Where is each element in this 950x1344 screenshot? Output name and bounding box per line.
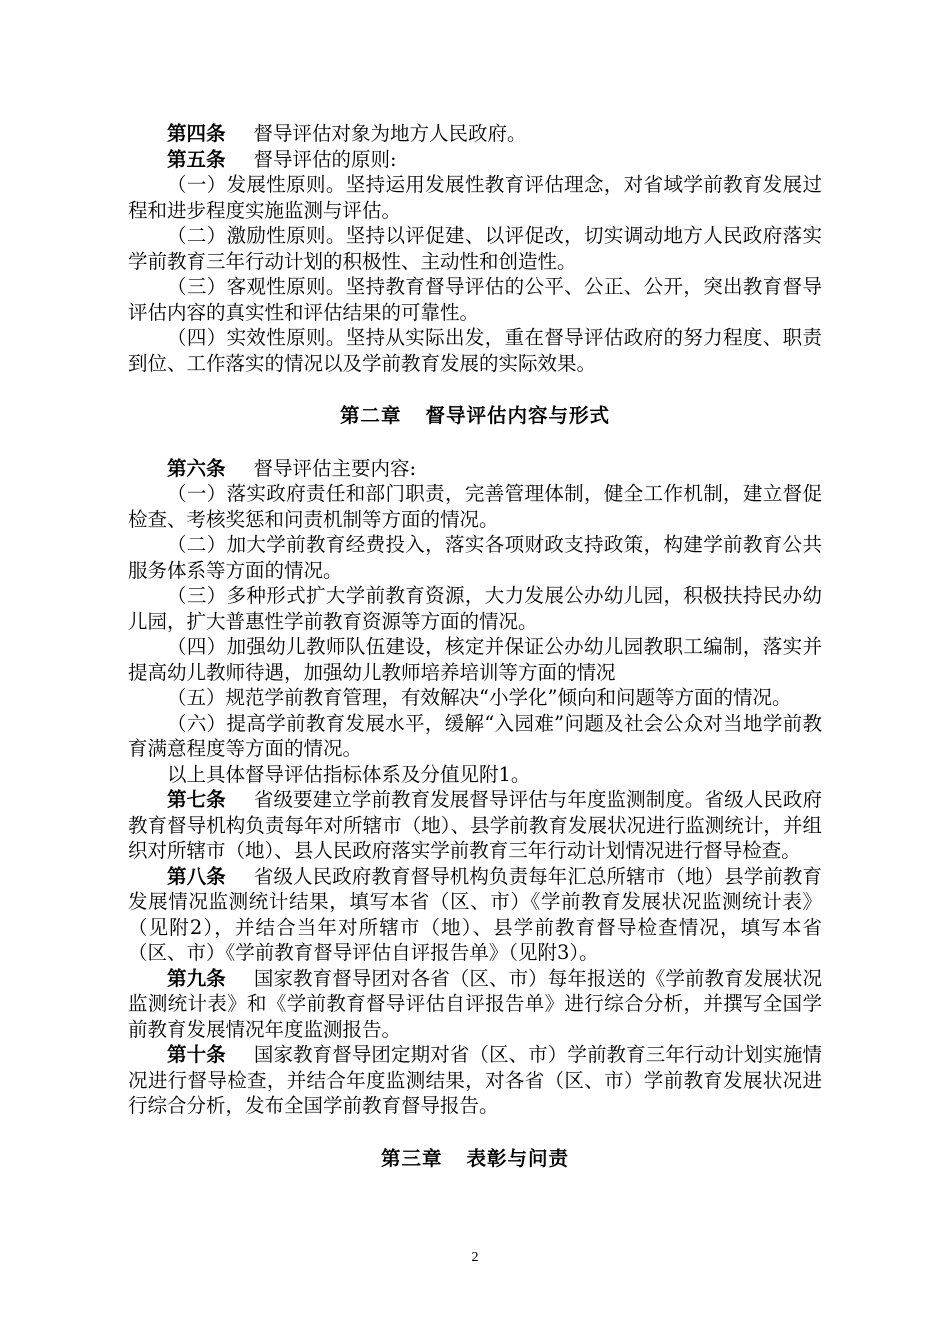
chapter-number: 第三章 — [380, 1146, 443, 1170]
article-label: 第八条 — [167, 864, 226, 888]
content-item: （三）多种形式扩大学前教育资源，大力发展公办幼儿园，积极扶持民办幼儿园，扩大普惠性学前教育资源等方面的情况。 — [128, 584, 822, 633]
article-5 — [128, 147, 822, 173]
article-text: 国家教育督导团定期对省（区、市）学前教育三年行动计划实施情况进行督导检查，并结合年度监测结果，对各省（区、市）学前教育发展状况进行综合分析，发布全国学前教育督导报告。 — [128, 1043, 822, 1117]
article-text: 督导评估的原则: — [253, 147, 397, 171]
article-text: 督导评估主要内容: — [253, 456, 417, 480]
article-7 — [128, 787, 822, 864]
article-10 — [128, 1042, 822, 1119]
principle-item: （一）发展性原则。坚持运用发展性教育评估理念，对省域学前教育发展过程和进步程度实施监测与评估。 — [128, 173, 822, 222]
content-item: （四）加强幼儿教师队伍建设，核定并保证公办幼儿园教职工编制，落实并提高幼儿教师待遇，加强幼儿教师培养培训等方面的情况 — [128, 635, 822, 684]
article-label: 第六条 — [167, 456, 226, 480]
attachment-note: 以上具体督导评估指标体系及分值见附1。 — [167, 762, 531, 786]
article-text: 督导评估对象为地方人民政府。 — [253, 122, 527, 145]
article-label: 第九条 — [167, 966, 226, 990]
principle-item: （四）实效性原则。坚持从实际出发，重在督导评估政府的努力程度、职责到位、工作落实的情况以及学前教育发展的实际效果。 — [128, 326, 822, 375]
content-item: （一）落实政府责任和部门职责，完善管理体制，健全工作机制，建立督促检查、考核奖惩和问责机制等方面的情况。 — [128, 482, 822, 531]
content-item: （六）提高学前教育发展水平，缓解“入园难”问题及社会公众对当地学前教育满意程度等方面的情况。 — [128, 711, 822, 760]
article-8 — [128, 864, 822, 966]
chapter-heading-2 — [128, 403, 822, 429]
article-label: 第十条 — [167, 1043, 226, 1066]
article-label: 第五条 — [167, 147, 226, 171]
article-text: 国家教育督导团对各省（区、市）每年报送的《学前教育发展状况监测统计表》和《学前教育督导评估自评报告单》进行综合分析，并撰写全国学前教育发展情况年度监测报告。 — [128, 966, 822, 1041]
chapter-title: 督导评估内容与形式 — [425, 404, 611, 427]
article-6 — [128, 456, 822, 482]
content-item: （五）规范学前教育管理，有效解决“小学化”倾向和问题等方面的情况。 — [167, 686, 792, 709]
article-text: 省级人民政府教育督导机构负责每年汇总所辖市（地）县学前教育发展情况监测统计结果，填写本省（区、市）《学前教育发展状况监测统计表》（见附2），并结合当年对所辖市（地）、县学前教育督导检查情况，填写本省（区、市）《学前教育督导评估自评报告单》（见附3）。 — [128, 864, 822, 964]
article-label: 第七条 — [167, 788, 226, 811]
chapter-title: 表彰与问责 — [466, 1146, 570, 1170]
article-4 — [128, 121, 822, 147]
chapter-number: 第二章 — [339, 404, 402, 427]
document-body — [128, 121, 822, 1171]
article-text: 省级要建立学前教育发展督导评估与年度监测制度。省级人民政府教育督导机构负责每年对所辖市（地）、县学前教育发展状况进行监测统计，并组织对所辖市（地）、县人民政府落实学前教育三年行动计划情况进行督导检查。 — [128, 788, 822, 862]
content-item: （二）加大学前教育经费投入，落实各项财政支持政策，构建学前教育公共服务体系等方面的情况。 — [128, 533, 822, 582]
chapter-heading-3 — [128, 1146, 822, 1172]
principle-item: （三）客观性原则。坚持教育督导评估的公平、公正、公开，突出教育督导评估内容的真实性和评估结果的可靠性。 — [128, 275, 822, 324]
principle-item: （二）激励性原则。坚持以评促建、以评促改，切实调动地方人民政府落实学前教育三年行动计划的积极性、主动性和创造性。 — [128, 224, 822, 273]
article-9 — [128, 966, 822, 1043]
article-label: 第四条 — [167, 122, 226, 145]
page-number: 2 — [471, 1250, 479, 1265]
